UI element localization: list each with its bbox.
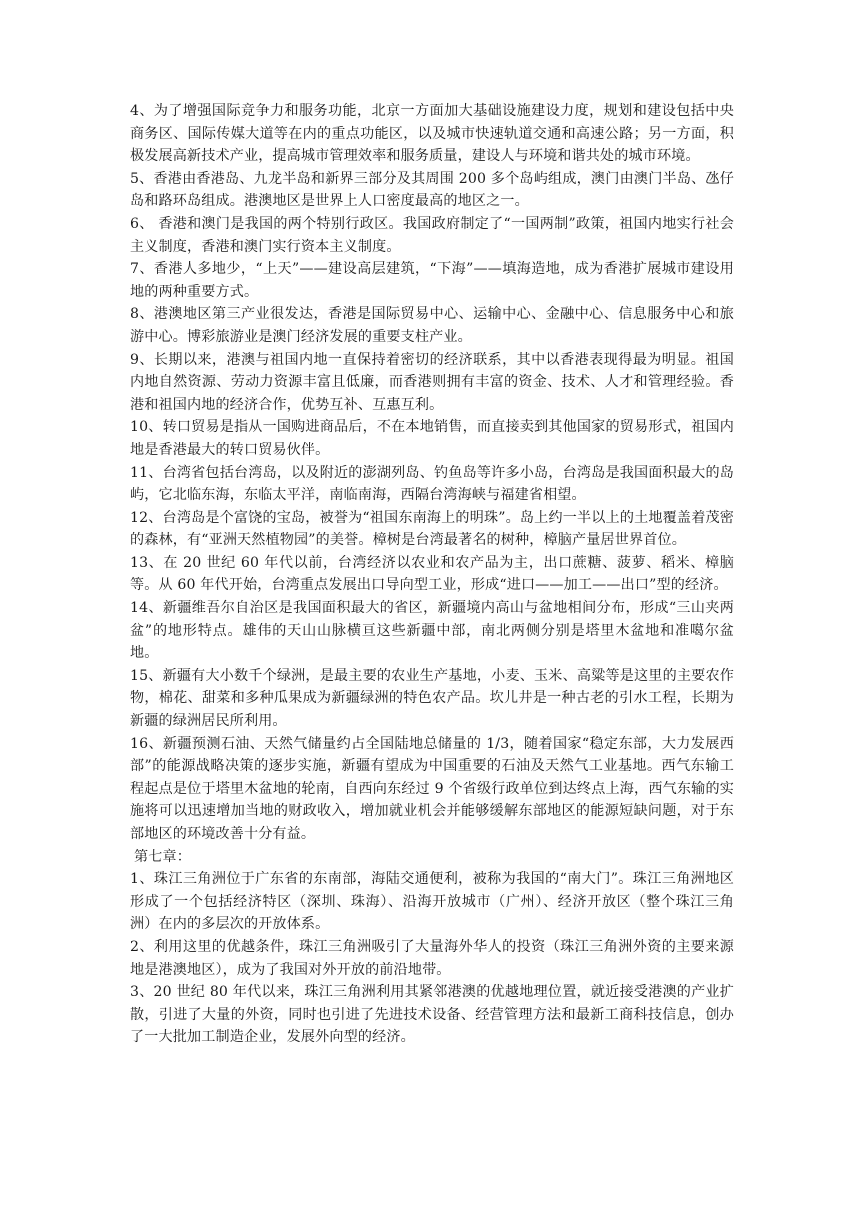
paragraph-item-13: 13、在 20 世纪 60 年代以前，台湾经济以农业和农产品为主，出口蔗糖、菠萝、稻米、樟脑等。从 60 年代开始，台湾重点发展出口导向型工业，形成“进口——加工——出口”型的经济。	[130, 554, 734, 594]
paragraph-item-6: 6、 香港和澳门是我国的两个特别行政区。我国政府制定了“一国两制”政策，祖国内地实行社会主义制度，香港和澳门实行资本主义制度。	[130, 215, 734, 255]
chapter-paragraph-1: 1、珠江三角洲位于广东省的东南部，海陆交通便利，被称为我国的“南大门”。珠江三角洲地区形成了一个包括经济特区（深圳、珠海）、沿海开放城市（广州）、经济开放区（整个珠江三角洲）在内的多层次的开放体系。	[130, 871, 734, 933]
paragraph-item-7: 7、香港人多地少，“上天”——建设高层建筑，“下海”——填海造地，成为香港扩展城市建设用地的两种重要方式。	[130, 261, 734, 300]
paragraph-item-9: 9、长期以来，港澳与祖国内地一直保持着密切的经济联系，其中以香港表现得最为明显。祖国内地自然资源、劳动力资源丰富且低廉，而香港则拥有丰富的资金、技术、人才和管理经验。香港和祖国内地的经济合作，优势互补、互惠互利。	[130, 351, 734, 413]
paragraph-item-5: 5、香港由香港岛、九龙半岛和新界三部分及其周围 200 多个岛屿组成，澳门由澳门半岛、氹仔岛和路环岛组成。港澳地区是世界上人口密度最高的地区之一。	[130, 170, 734, 210]
paragraph-item-10: 10、转口贸易是指从一国购进商品后，不在本地销售，而直接卖到其他国家的贸易形式，祖国内地是香港最大的转口贸易伙伴。	[130, 419, 734, 458]
paragraph-item-16: 16、新疆预测石油、天然气储量约占全国陆地总储量的 1/3，随着国家“稳定东部，大力发展西部”的能源战略决策的逐步实施，新疆有望成为中国重要的石油及天然气工业基地。西气东输工程起点是位于塔里木盆地的轮南，自西向东经过 9 个省级行政单位到达终点上海，西气东输的实施将可以迅速增加当地的财政收入，增加就业机会并能够缓解东部地区的能源短缺问题，对于东部地区的环境改善十分有益。	[130, 735, 734, 842]
chapter-heading: 第七章：	[134, 848, 191, 865]
paragraph-item-12: 12、台湾岛是个富饶的宝岛，被誉为“祖国东南海上的明珠”。岛上约一半以上的土地覆盖着茂密的森林，有“亚洲天然植物园”的美誉。樟树是台湾最著名的树种，樟脑产量居世界首位。	[130, 509, 734, 549]
document-page	[130, 100, 734, 1049]
paragraph-item-14: 14、新疆维吾尔自治区是我国面积最大的省区，新疆境内高山与盆地相间分布，形成“三山夹两盆”的地形特点。雄伟的天山山脉横亘这些新疆中部，南北两侧分别是塔里木盆地和准噶尔盆地。	[130, 600, 734, 662]
chapter-paragraph-2: 2、利用这里的优越条件，珠江三角洲吸引了大量海外华人的投资（珠江三角洲外资的主要来源地是港澳地区），成为了我国对外开放的前沿地带。	[130, 938, 734, 978]
paragraph-item-8: 8、港澳地区第三产业很发达，香港是国际贸易中心、运输中心、金融中心、信息服务中心和旅游中心。博彩旅游业是澳门经济发展的重要支柱产业。	[130, 306, 734, 345]
paragraph-item-11: 11、台湾省包括台湾岛，以及附近的澎湖列岛、钓鱼岛等许多小岛，台湾岛是我国面积最大的岛屿，它北临东海，东临太平洋，南临南海，西隔台湾海峡与福建省相望。	[130, 464, 734, 504]
chapter-paragraph-3: 3、20 世纪 80 年代以来，珠江三角洲利用其紧邻港澳的优越地理位置，就近接受港澳的产业扩散，引进了大量的外资，同时也引进了先进技术设备、经营管理方法和最新工商科技信息，创办了一大批加工制造企业，发展外向型的经济。	[130, 984, 734, 1046]
paragraph-item-15: 15、新疆有大小数千个绿洲，是最主要的农业生产基地，小麦、玉米、高粱等是这里的主要农作物，棉花、甜菜和多种瓜果成为新疆绿洲的特色农产品。坎儿井是一种古老的引水工程，长期为新疆的绿洲居民所利用。	[130, 667, 734, 730]
paragraph-item-4: 4、为了增强国际竞争力和服务功能，北京一方面加大基础设施建设力度，规划和建设包括中央商务区、国际传媒大道等在内的重点功能区，以及城市快速轨道交通和高速公路；另一方面，积极发展高新技术产业，提高城市管理效率和服务质量，建设人与环境和谐共处的城市环境。	[130, 103, 734, 165]
